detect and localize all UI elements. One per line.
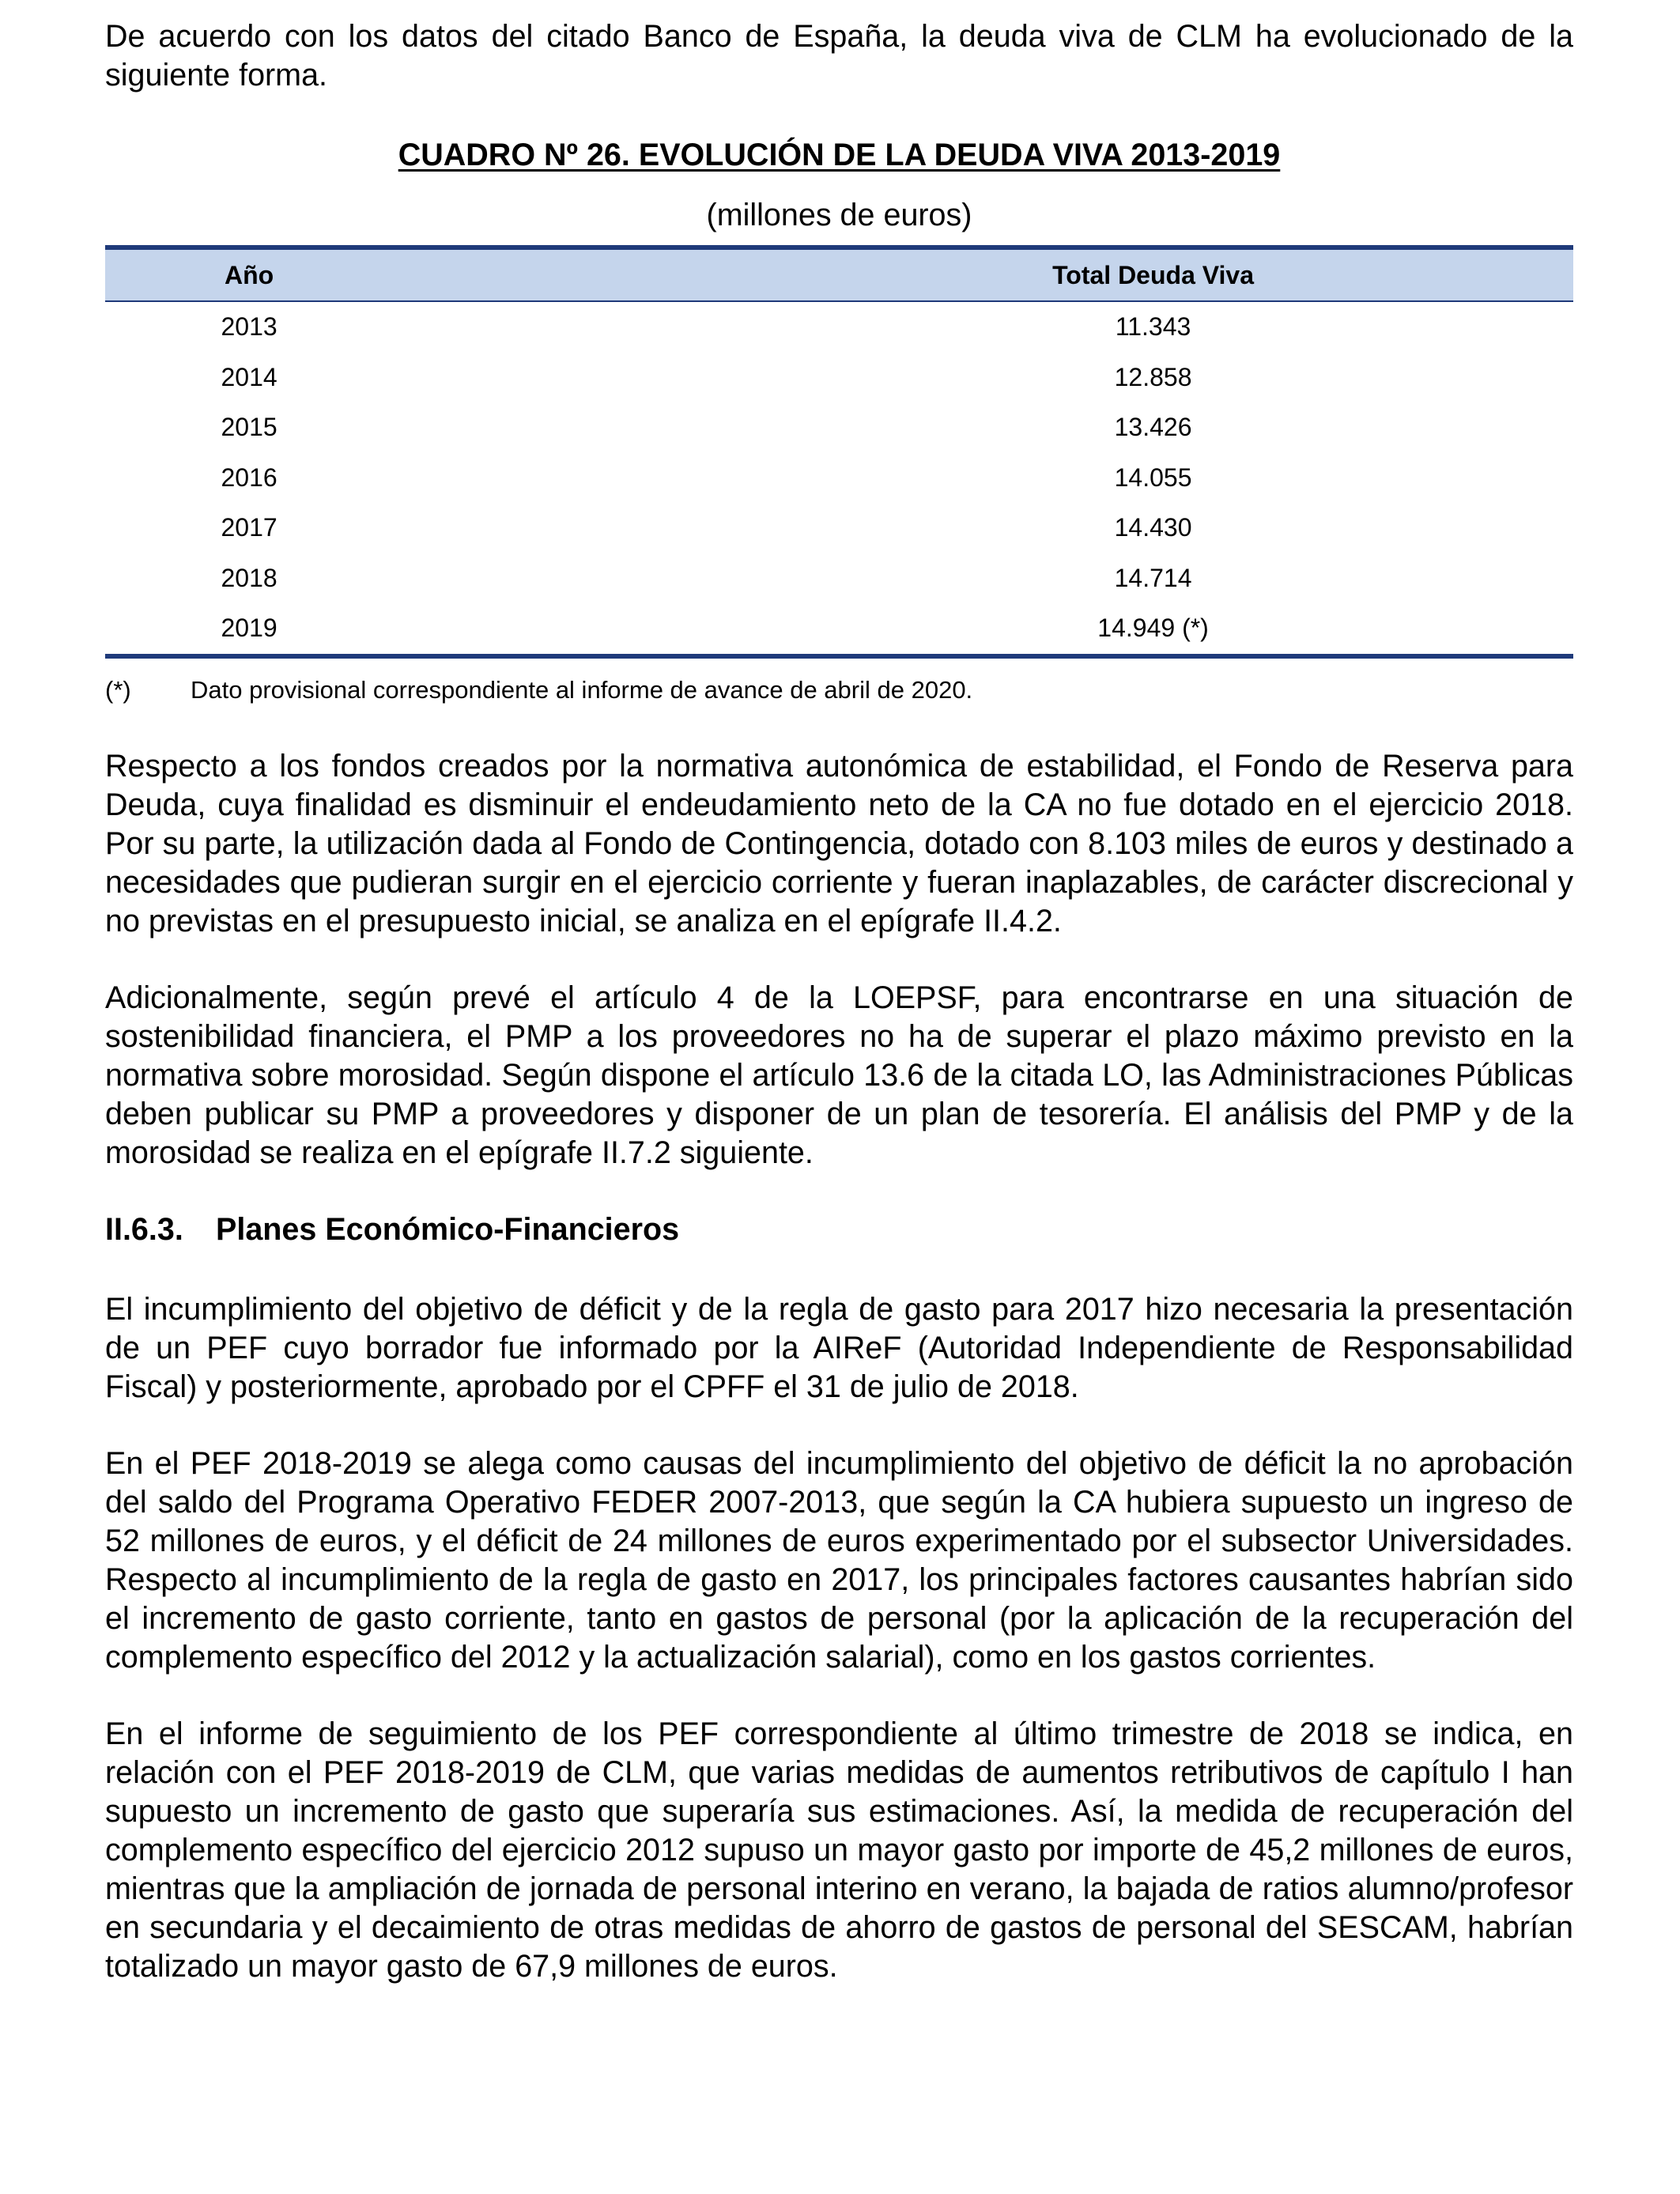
year-cell: 2013: [221, 312, 277, 342]
intro-paragraph: De acuerdo con los datos del citado Banco de España, la deuda viva de CLM ha evolucionado de la siguiente forma.: [105, 19, 1573, 93]
section-number: II.6.3.: [105, 1211, 183, 1247]
year-cell: 2015: [221, 413, 277, 442]
year-cell: 2019: [221, 614, 277, 643]
total-cell: 14.714: [1114, 563, 1192, 592]
total-cell: 13.426: [1114, 413, 1192, 442]
document-page: [105, 17, 1573, 1986]
table-footnote: [105, 674, 1573, 706]
debt-table: [105, 245, 1573, 659]
table-row: [105, 553, 1573, 604]
table-row: [105, 453, 1573, 504]
footnote-mark: (*): [105, 675, 131, 704]
table-row: [105, 353, 1573, 403]
year-cell: 2018: [221, 563, 277, 592]
total-cell: 14.430: [1114, 513, 1192, 542]
table-row: [105, 301, 1573, 353]
column-header-year: Año: [105, 247, 496, 301]
column-header-total: Total Deuda Viva: [496, 247, 1573, 301]
table-row: [105, 503, 1573, 553]
table-row: [105, 603, 1573, 656]
paragraph-funds: Respecto a los fondos creados por la normativa autonómica de estabilidad, el Fondo de Reserva para Deuda, cuya finalidad es disminuir el endeudamiento neto de la CA no fue dotado en el ejercicio 2018. Por su parte, la utilización dada al Fondo de Contingencia, dotado con 8.103 miles de euros y destinado a necesidades que pudieran surgir en el ejercicio corriente y fueran inaplazables, de carácter discrecional y no previstas en el presupuesto inicial, se analiza en el epígrafe II.4.2.: [105, 748, 1573, 938]
section-heading: [105, 1210, 1573, 1249]
total-cell: 14.949 (*): [1097, 614, 1209, 643]
footnote-text: Dato provisional correspondiente al informe de avance de abril de 2020.: [191, 675, 973, 704]
table-row: [105, 402, 1573, 453]
section-title: Planes Económico-Financieros: [216, 1211, 680, 1247]
year-cell: 2017: [221, 513, 277, 542]
table-unit: (millones de euros): [706, 198, 972, 232]
table-header-row: [105, 247, 1573, 301]
paragraph-pmp: Adicionalmente, según prevé el artículo 4 de la LOEPSF, para encontrarse en una situación de sostenibilidad financiera, el PMP a los proveedores no ha de superar el plazo máximo previsto en la normativa sobre morosidad. Según dispone el artículo 13.6 de la citada LO, las Administraciones Públicas deben publicar su PMP a proveedores y disponer de un plan de tesorería. El análisis del PMP y de la morosidad se realiza en el epígrafe II.7.2 siguiente.: [105, 980, 1573, 1170]
paragraph-pef-intro: El incumplimiento del objetivo de déficit y de la regla de gasto para 2017 hizo necesaria la presentación de un PEF cuyo borrador fue informado por la AIReF (Autoridad Independiente de Responsabilidad Fiscal) y posteriormente, aprobado por el CPFF el 31 de julio de 2018.: [105, 1291, 1573, 1404]
table-title: CUADRO Nº 26. EVOLUCIÓN DE LA DEUDA VIVA 2013-2019: [398, 138, 1281, 172]
year-cell: 2014: [221, 362, 277, 391]
paragraph-pef-causes: En el PEF 2018-2019 se alega como causas del incumplimiento del objetivo de déficit la no aprobación del saldo del Programa Operativo FEDER 2007-2013, que según la CA hubiera supuesto un ingreso de 52 millones de euros, y el déficit de 24 millones de euros experimentado por el subsector Universidades. Respecto al incumplimiento de la regla de gasto en 2017, los principales factores causantes habrían sido el incremento de gasto corriente, tanto en gastos de personal (por la aplicación de la recuperación del complemento específico del 2012 y la actualización salarial), como en los gastos corrientes.: [105, 1445, 1573, 1675]
year-cell: 2016: [221, 463, 277, 492]
total-cell: 14.055: [1114, 463, 1192, 492]
paragraph-pef-followup: En el informe de seguimiento de los PEF correspondiente al último trimestre de 2018 se indica, en relación con el PEF 2018-2019 de CLM, que varias medidas de aumentos retributivos de capítulo I han supuesto un incremento de gasto que superaría sus estimaciones. Así, la medida de recuperación del complemento específico del ejercicio 2012 supuso un mayor gasto por importe de 45,2 millones de euros, mientras que la ampliación de jornada de personal interino en verano, la bajada de ratios alumno/profesor en secundaria y el decaimiento de otras medidas de ahorro de gastos de personal del SESCAM, habrían totalizado un mayor gasto de 67,9 millones de euros.: [105, 1716, 1573, 1984]
total-cell: 12.858: [1114, 362, 1192, 391]
total-cell: 11.343: [1115, 312, 1191, 342]
